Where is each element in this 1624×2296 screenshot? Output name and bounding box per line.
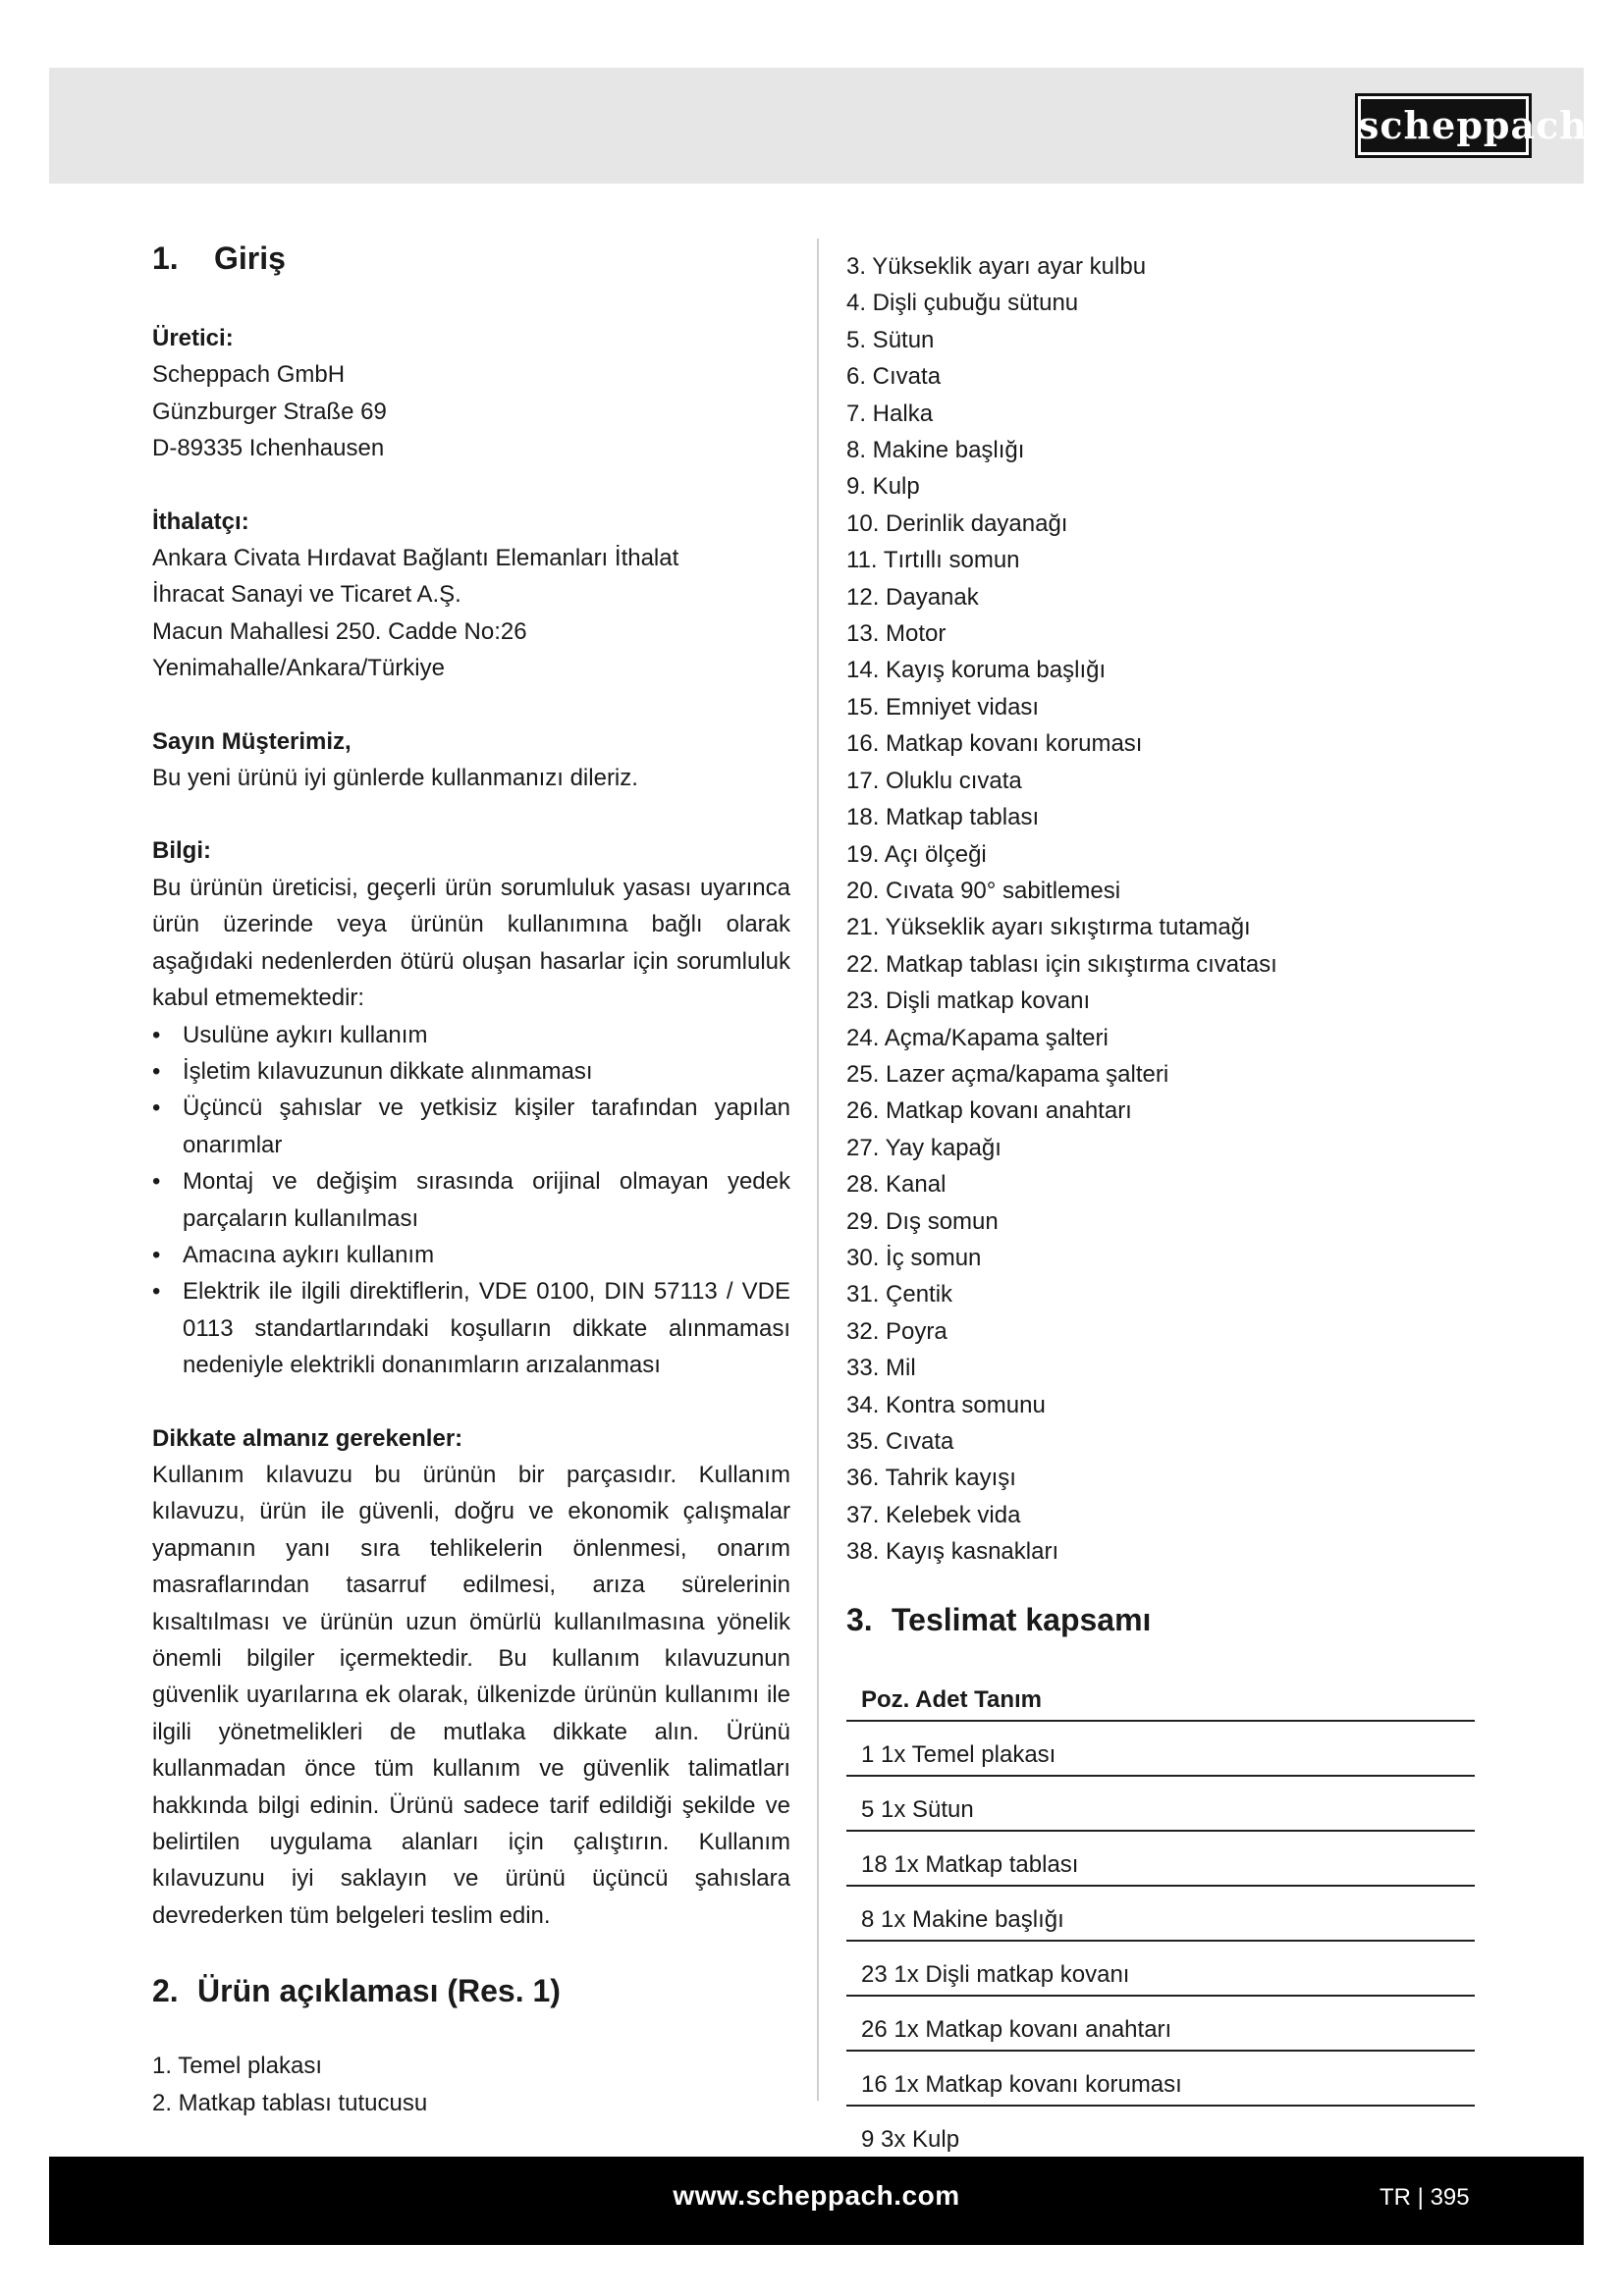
list-item: • Usulüne aykırı kullanım — [152, 1017, 790, 1053]
parts-list-left — [152, 2048, 790, 2121]
importer-line: İhracat Sanayi ve Ticaret A.Ş. — [152, 581, 461, 609]
manufacturer-line: Scheppach GmbH — [152, 361, 346, 389]
list-item: 26. Matkap kovanı anahtarı — [846, 1097, 1132, 1125]
importer-line: Ankara Civata Hırdavat Bağlantı Elemanları İthalat — [152, 545, 679, 572]
info-bullet-list — [152, 1017, 790, 1384]
list-item: 29. Dış somun — [846, 1207, 999, 1235]
list-item: 27. Yay kapağı — [846, 1134, 1001, 1161]
list-item: 14. Kayış koruma başlığı — [846, 657, 1107, 684]
table-row: 8 1x Makine başlığı — [846, 1886, 1475, 1941]
list-item: 19. Açı ölçeği — [846, 840, 987, 868]
list-item: 11. Tırtıllı somun — [846, 547, 1020, 574]
list-item: 18. Matkap tablası — [846, 804, 1040, 831]
list-item: • Üçüncü şahıslar ve yetkisiz kişiler tarafından yapılan onarımlar — [152, 1090, 790, 1163]
list-item: 34. Kontra somunu — [846, 1391, 1046, 1418]
page-number: TR | 395 — [1380, 2184, 1470, 2211]
table-header: Poz. Adet Tanım — [846, 1667, 1475, 1721]
table-row: 1 1x Temel plakası — [846, 1721, 1475, 1776]
scheppach-logo: scheppach — [1355, 93, 1532, 158]
section-2-heading: 2. Ürün açıklaması (Res. 1) — [152, 1973, 561, 2009]
list-item: 38. Kayış kasnakları — [846, 1538, 1059, 1566]
list-item: • İşletim kılavuzunun dikkate alınmaması — [152, 1053, 790, 1090]
notes-text: Kullanım kılavuzu bu ürünün bir parçasıdır. Kullanım kılavuzu, ürün ile güvenli, doğru ve ekonomik çalışmalar yapmanın yanı sıra tehlikelerin önlenmesi, onarım masraflarından tasarruf edilmesi, arıza sürelerinin kısaltılması ve ürünün uzun ömürlü kullanılmasına yönelik önemli bilgiler içermektedir. Bu kullanım kılavuzunun güvenlik uyarılarına ek olarak, ülkenizde ürünün kullanımı ile ilgili yönetmelikleri de mutlaka dikkate alın. Ürünü kullanmadan önce tüm kullanım ve güvenlik talimatları hakkında bilgi edinin. Ürünü sadece tarif edildiği şekilde ve belirtilen uygulama alanları için çalıştırın. Kullanım kılavuzunu iyi saklayın ve ürünü üçüncü şahıslara devrederken tüm belgeleri teslim edin. — [152, 1461, 790, 1929]
info-label: Bilgi: — [152, 837, 211, 865]
list-item: 28. Kanal — [846, 1171, 947, 1199]
manufacturer-label: Üretici: — [152, 325, 234, 351]
list-item: • Amacına aykırı kullanım — [152, 1237, 790, 1273]
list-item: 6. Cıvata — [846, 363, 942, 391]
right-column — [846, 248, 1494, 2162]
list-item: 36. Tahrik kayışı — [846, 1465, 1016, 1492]
manufacturer-line: Günzburger Straße 69 — [152, 398, 387, 425]
list-item: 13. Motor — [846, 620, 947, 648]
list-item: 15. Emniyet vidası — [846, 693, 1040, 721]
list-item: 5. Sütun — [846, 326, 935, 353]
list-item: 35. Cıvata — [846, 1428, 954, 1455]
left-column — [152, 239, 790, 2121]
list-item: • Montaj ve değişim sırasında orijinal olmayan yedek parçaların kullanılması — [152, 1163, 790, 1237]
page-header — [49, 68, 1584, 184]
list-item: 21. Yükseklik ayarı sıkıştırma tutamağı — [846, 914, 1251, 941]
list-item: 24. Açma/Kapama şalteri — [846, 1024, 1109, 1051]
section-3-heading: 3. Teslimat kapsamı — [846, 1601, 1152, 1637]
list-item: 16. Matkap kovanı koruması — [846, 730, 1143, 758]
list-item: 31. Çentik — [846, 1281, 953, 1308]
table-row: 9 3x Kulp — [846, 2106, 1475, 2161]
table-row: 5 1x Sütun — [846, 1776, 1475, 1831]
list-item: 30. İç somun — [846, 1244, 982, 1271]
list-item: 4. Dişli çubuğu sütunu — [846, 290, 1079, 317]
customer-label: Sayın Müşterimiz, — [152, 727, 352, 755]
table-row: 18 1x Matkap tablası — [846, 1831, 1475, 1886]
table-row: 16 1x Matkap kovanı koruması — [846, 2051, 1475, 2106]
website-link[interactable]: www.scheppach.com — [673, 2180, 960, 2211]
list-item: 10. Derinlik dayanağı — [846, 509, 1068, 537]
section-1-heading: 1. Giriş — [152, 240, 286, 276]
list-item: 9. Kulp — [846, 473, 920, 501]
list-item: 32. Poyra — [846, 1317, 947, 1345]
list-item: 3. Yükseklik ayarı ayar kulbu — [846, 253, 1147, 280]
list-item: 22. Matkap tablası için sıkıştırma cıvatası — [846, 950, 1277, 978]
list-item: 37. Kelebek vida — [846, 1501, 1021, 1528]
list-item: 2. Matkap tablası tutucusu — [152, 2089, 428, 2116]
importer-line: Yenimahalle/Ankara/Türkiye — [152, 655, 445, 682]
list-item: 23. Dişli matkap kovanı — [846, 988, 1091, 1015]
delivery-table — [846, 1667, 1475, 2162]
list-item: 12. Dayanak — [846, 583, 979, 611]
list-item: 20. Cıvata 90° sabitlemesi — [846, 877, 1121, 904]
importer-label: İthalatçı: — [152, 507, 249, 535]
list-item: 8. Makine başlığı — [846, 437, 1025, 464]
list-item: 1. Temel plakası — [152, 2053, 322, 2080]
list-item: 17. Oluklu cıvata — [846, 767, 1022, 794]
importer-line: Macun Mahallesi 250. Cadde No:26 — [152, 617, 527, 645]
notes-label: Dikkate almanız gerekenler: — [152, 1424, 463, 1452]
list-item: 33. Mil — [846, 1355, 916, 1382]
info-text: Bu ürünün üreticisi, geçerli ürün sorumluluk yasası uyarınca ürün üzerinde veya ürünün kullanımına bağlı olarak aşağıdaki nedenlerden ötürü oluşan hasarlar için sorumluluk kabul etmemektedir: — [152, 874, 790, 1012]
list-item: 7. Halka — [846, 400, 934, 427]
column-divider — [817, 239, 819, 2101]
table-row: 26 1x Matkap kovanı anahtarı — [846, 1996, 1475, 2051]
list-item: • Elektrik ile ilgili direktiflerin, VDE 0100, DIN 57113 / VDE 0113 standartlarındaki koşulların dikkate alınmaması nedeniyle elektrikli donanımların arızalanması — [152, 1273, 790, 1383]
customer-text: Bu yeni ürünü iyi günlerde kullanmanızı dileriz. — [152, 765, 638, 792]
table-row: 23 1x Dişli matkap kovanı — [846, 1941, 1475, 1996]
page-footer — [49, 2157, 1584, 2245]
parts-list-right — [846, 248, 1494, 1571]
list-item: 25. Lazer açma/kapama şalteri — [846, 1060, 1169, 1088]
manufacturer-line: D-89335 Ichenhausen — [152, 435, 385, 462]
